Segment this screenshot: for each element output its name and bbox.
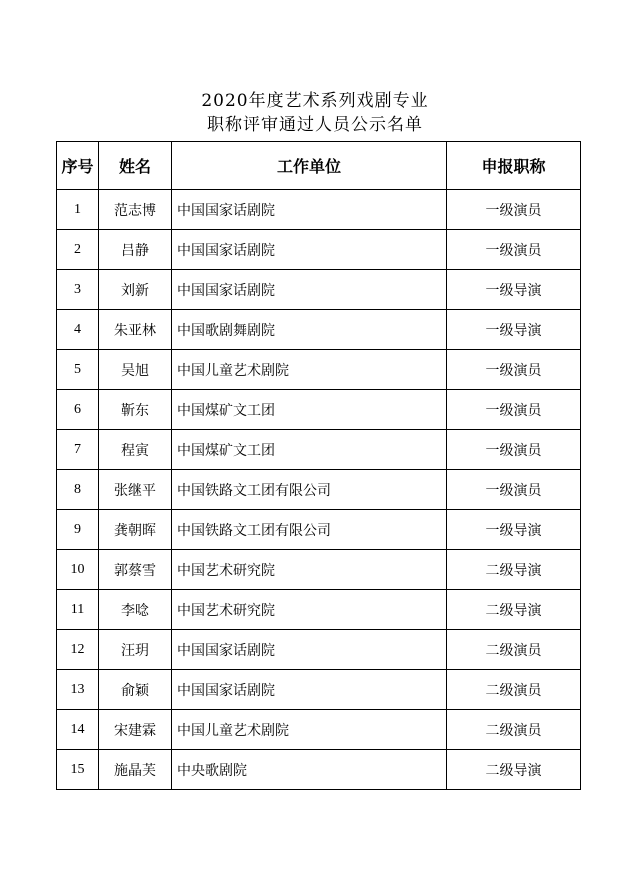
cell-name: 刘新 xyxy=(99,270,172,310)
cell-position: 一级演员 xyxy=(447,430,581,470)
cell-name: 俞颖 xyxy=(99,670,172,710)
cell-name: 龚朝晖 xyxy=(99,510,172,550)
header-unit: 工作单位 xyxy=(172,142,447,190)
cell-index: 14 xyxy=(57,710,99,750)
cell-position: 二级演员 xyxy=(447,710,581,750)
cell-unit: 中国国家话剧院 xyxy=(172,670,447,710)
cell-index: 7 xyxy=(57,430,99,470)
cell-index: 11 xyxy=(57,590,99,630)
cell-position: 二级演员 xyxy=(447,630,581,670)
cell-unit: 中国铁路文工团有限公司 xyxy=(172,510,447,550)
cell-name: 宋建霖 xyxy=(99,710,172,750)
cell-unit: 中国煤矿文工团 xyxy=(172,430,447,470)
cell-index: 8 xyxy=(57,470,99,510)
cell-position: 二级导演 xyxy=(447,550,581,590)
cell-unit: 中国国家话剧院 xyxy=(172,190,447,230)
table-row xyxy=(57,710,581,750)
cell-index: 1 xyxy=(57,190,99,230)
table-row xyxy=(57,510,581,550)
cell-name: 吴旭 xyxy=(99,350,172,390)
table-row xyxy=(57,750,581,790)
cell-position: 一级演员 xyxy=(447,350,581,390)
cell-name: 范志博 xyxy=(99,190,172,230)
cell-position: 二级导演 xyxy=(447,590,581,630)
cell-unit: 中国国家话剧院 xyxy=(172,230,447,270)
table-row xyxy=(57,470,581,510)
cell-name: 朱亚林 xyxy=(99,310,172,350)
table-row xyxy=(57,390,581,430)
cell-index: 3 xyxy=(57,270,99,310)
cell-name: 汪玥 xyxy=(99,630,172,670)
table-row xyxy=(57,590,581,630)
cell-position: 一级演员 xyxy=(447,390,581,430)
table-row xyxy=(57,350,581,390)
cell-index: 12 xyxy=(57,630,99,670)
table-row xyxy=(57,270,581,310)
table-row xyxy=(57,670,581,710)
table-row xyxy=(57,550,581,590)
cell-name: 程寅 xyxy=(99,430,172,470)
header-index: 序号 xyxy=(57,142,99,190)
cell-index: 6 xyxy=(57,390,99,430)
cell-position: 二级导演 xyxy=(447,750,581,790)
cell-position: 一级导演 xyxy=(447,510,581,550)
header-name: 姓名 xyxy=(99,142,172,190)
cell-position: 二级演员 xyxy=(447,670,581,710)
cell-unit: 中国铁路文工团有限公司 xyxy=(172,470,447,510)
cell-unit: 中国艺术研究院 xyxy=(172,550,447,590)
cell-index: 4 xyxy=(57,310,99,350)
cell-name: 李唸 xyxy=(99,590,172,630)
cell-index: 13 xyxy=(57,670,99,710)
cell-name: 张继平 xyxy=(99,470,172,510)
cell-unit: 中国国家话剧院 xyxy=(172,630,447,670)
cell-name: 施晶芙 xyxy=(99,750,172,790)
cell-name: 吕静 xyxy=(99,230,172,270)
table-row xyxy=(57,630,581,670)
cell-index: 2 xyxy=(57,230,99,270)
cell-name: 郭蔡雪 xyxy=(99,550,172,590)
cell-index: 5 xyxy=(57,350,99,390)
cell-index: 10 xyxy=(57,550,99,590)
cell-position: 一级演员 xyxy=(447,470,581,510)
table-row xyxy=(57,310,581,350)
cell-unit: 中国歌剧舞剧院 xyxy=(172,310,447,350)
table-row xyxy=(57,230,581,270)
document-title-line-2: 职称评审通过人员公示名单 xyxy=(207,115,423,135)
cell-index: 15 xyxy=(57,750,99,790)
cell-unit: 中央歌剧院 xyxy=(172,750,447,790)
cell-unit: 中国艺术研究院 xyxy=(172,590,447,630)
cell-index: 9 xyxy=(57,510,99,550)
personnel-table xyxy=(56,141,581,790)
cell-unit: 中国煤矿文工团 xyxy=(172,390,447,430)
cell-position: 一级导演 xyxy=(447,310,581,350)
cell-unit: 中国儿童艺术剧院 xyxy=(172,710,447,750)
cell-name: 靳东 xyxy=(99,390,172,430)
table-row xyxy=(57,430,581,470)
document-title-line-1: 2020年度艺术系列戏剧专业 xyxy=(201,91,429,111)
cell-unit: 中国儿童艺术剧院 xyxy=(172,350,447,390)
cell-position: 一级演员 xyxy=(447,230,581,270)
header-position: 申报职称 xyxy=(447,142,581,190)
cell-position: 一级导演 xyxy=(447,270,581,310)
table-row xyxy=(57,190,581,230)
cell-unit: 中国国家话剧院 xyxy=(172,270,447,310)
table-header-row xyxy=(57,142,581,190)
cell-position: 一级演员 xyxy=(447,190,581,230)
